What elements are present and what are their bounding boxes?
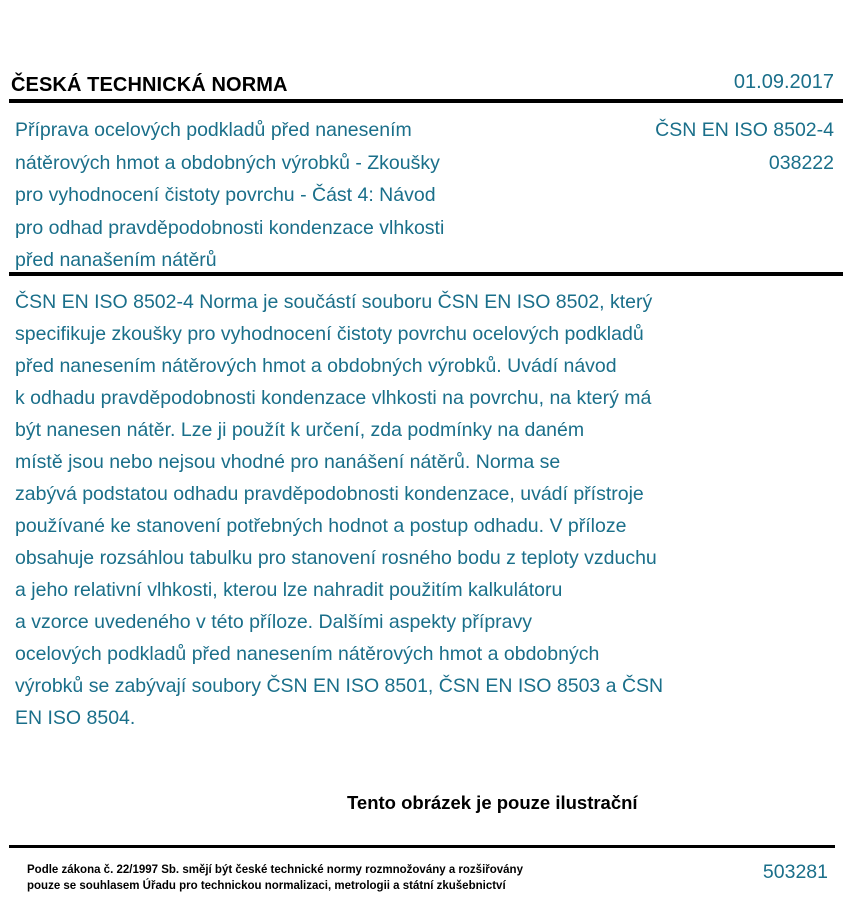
illustration-disclaimer: Tento obrázek je pouze ilustrační [347,792,638,813]
header-divider [9,99,843,103]
classification-code: 038222 [768,151,834,174]
standard-description [15,286,745,734]
description-line: EN ISO 8504. [15,707,136,729]
standard-designation: ČSN EN ISO 8502-4 [655,119,834,141]
document-type-title: ČESKÁ TECHNICKÁ NORMA [11,74,288,96]
description-line: výrobků se zabývají soubory ČSN EN ISO 8501, ČSN EN ISO 8503 a ČSN [15,675,664,697]
description-line: k odhadu pravděpodobnosti kondenzace vlhkosti na povrchu, na který má [15,387,652,409]
description-line: být nanesen nátěr. Lze ji použít k určení, zda podmínky na daném [15,419,585,441]
standard-title-line: pro odhad pravděpodobnosti kondenzace vlhkosti [15,216,445,239]
standard-title-line: před nanašením nátěrů [15,249,217,271]
standard-title [15,114,515,277]
standard-title-line: nátěrových hmot a obdobných výrobků - Zkoušky [15,151,440,174]
description-line: a jeho relativní vlhkosti, kterou lze nahradit použitím kalkulátoru [15,579,563,601]
legal-notice-line: pouze se souhlasem Úřadu pro technickou normalizaci, metrologii a státní zkušebnictví [27,879,506,892]
standard-identifiers [655,114,834,179]
section-divider [9,272,843,276]
description-line: obsahuje rozsáhlou tabulku pro stanovení rosného bodu z teploty vzduchu [15,547,657,569]
legal-notice [27,863,523,894]
standard-title-line: pro vyhodnocení čistoty povrchu - Část 4: Návod [15,184,436,206]
catalog-code: 503281 [762,861,828,883]
description-line: místě jsou nebo nejsou vhodné pro nanášení nátěrů. Norma se [15,451,561,473]
description-line: používané ke stanovení potřebných hodnot a postup odhadu. V příloze [15,515,627,537]
description-line: zabývá podstatou odhadu pravděpodobnosti kondenzace, uvádí přístroje [15,483,644,505]
description-line: specifikuje zkoušky pro vyhodnocení čistoty povrchu ocelových podkladů [15,323,644,345]
description-line: ocelových podkladů před nanesením nátěrových hmot a obdobných [15,643,600,665]
description-line: před nanesením nátěrových hmot a obdobných výrobků. Uvádí návod [15,355,617,377]
standard-title-line: Příprava ocelových podkladů před nanesením [15,119,412,141]
description-line: a vzorce uvedeného v této příloze. Dalšími aspekty přípravy [15,611,532,633]
publication-date: 01.09.2017 [733,71,834,93]
description-line: ČSN EN ISO 8502-4 Norma je součástí souboru ČSN EN ISO 8502, který [15,291,653,313]
legal-notice-line: Podle zákona č. 22/1997 Sb. smějí být české technické normy rozmnožovány a rozšiřovány [27,864,523,876]
footer-divider [9,845,835,848]
